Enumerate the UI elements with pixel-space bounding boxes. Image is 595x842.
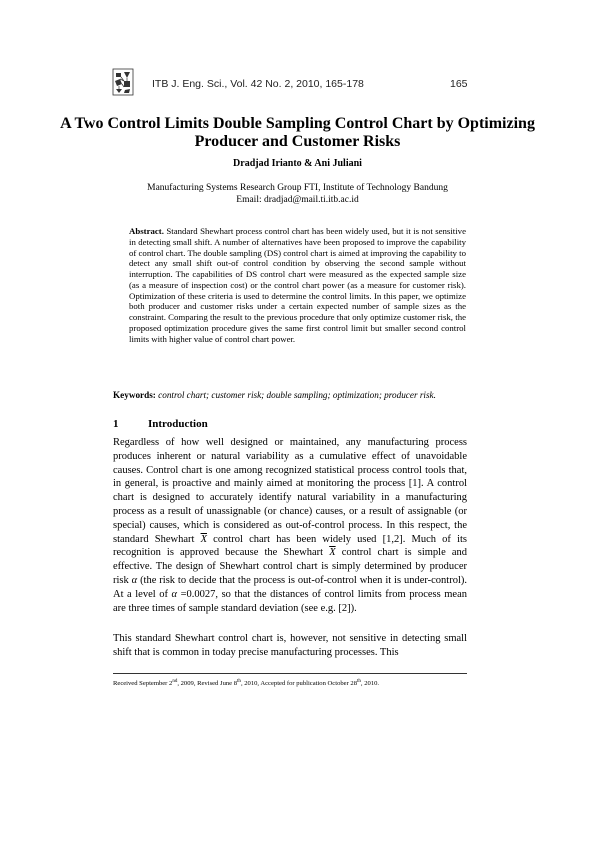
keywords-label: Keywords: [113,390,156,400]
keywords [113,390,483,400]
text-run: control chart has been widely used [1,2]. Much of its recognition is approved because the Shewhart [113,533,467,559]
footnote-sup: th [237,679,241,684]
footnote-text: , 2009, Revised June 8 [177,680,238,688]
footnote-divider [113,673,467,674]
body-paragraph: This standard Shewhart control chart is, however, not sensitive in detecting small shift that is common in today precise manufacturing processes. This [113,633,467,658]
section-title: Introduction [148,418,208,430]
text-run: =0.0027, so that the distances of control limits from process mean are three times of sample standard deviation (see e.g. [2]). [113,588,467,614]
text-run: (the risk to decide that the process is out-of-control when it is under-control). At a level of [113,574,468,600]
affiliation [60,182,535,206]
section-heading [113,418,208,430]
text-run: Regardless of how well designed or maintained, any manufacturing process produces inherent or natural variability as a cumulative effect of unavoidable causes. Control chart is one among recognized statistical process control tools that, in general, is proactive and mainly aimed at monitoring the process [1]. A control chart is designed to accurately identify natural variability in a manufacturing process as a result of unassignable (or chance) causes, or a result of assignable (or special) causes, which is considered as out-of-control process. In this respect, the standard Shewhart [113,437,467,545]
alpha-symbol: α [131,574,138,586]
paper-title: A Two Control Limits Double Sampling Control Chart by Optimizing Producer and Customer Risks [60,115,535,150]
footnote-text: , 2010. [360,680,380,688]
page-number: 165 [450,78,468,90]
journal-logo [112,68,134,96]
body-paragraph [113,436,467,615]
abstract-text: Standard Shewhart process control chart has been widely used, but it is not sensitive in detecting small shift. A number of alternatives have been proposed to improve the capability of control chart. The double sampling (DS) control chart is aimed at improving the capability to detect any small shift out-of control condition by observing the second sample without interruption. The capabilities of DS control chart were measured as the expected sample size (as a measure of inspection cost) or the control chart power (as a measure for customer risk). Optimization of these criteria is used to determine the control limits. In this paper, we optimize both producer and customer risks under a certain expected number of sample sizes as the constraint. Comparing the result to the previous procedure that only optimize customer risk, the proposed optimization procedure gives the same first control limit but smaller second control limits with higher value of control chart power. [129,226,466,344]
alpha-symbol: α [171,588,178,600]
footnote-sup: th [357,679,361,684]
section-number: 1 [113,418,119,430]
x-bar-symbol: $\overline{X}$ [329,547,336,559]
footnote-sup: nd [172,679,178,684]
authors: Dradjad Irianto & Ani Juliani [233,158,362,169]
text-run: control chart is simple and effective. The design of Shewhart control chart is simply determined by producer risk [113,547,468,586]
footnote-text: Received September 2 [113,680,173,688]
footnote-text: , 2010, Accepted for publication October 28 [240,680,358,688]
email-line: Email: dradjad@mail.ti.itb.ac.id [236,195,359,205]
abstract-label: Abstract. [129,226,164,236]
abstract [129,226,466,344]
journal-citation: ITB J. Eng. Sci., Vol. 42 No. 2, 2010, 165-178 [152,78,364,90]
affiliation-line: Manufacturing Systems Research Group FTI, Institute of Technology Bandung [147,183,448,193]
x-bar-symbol: $\overline{X}$ [200,533,207,545]
keywords-text: control chart; customer risk; double sampling; optimization; producer risk. [155,390,436,400]
footnote [113,679,379,687]
